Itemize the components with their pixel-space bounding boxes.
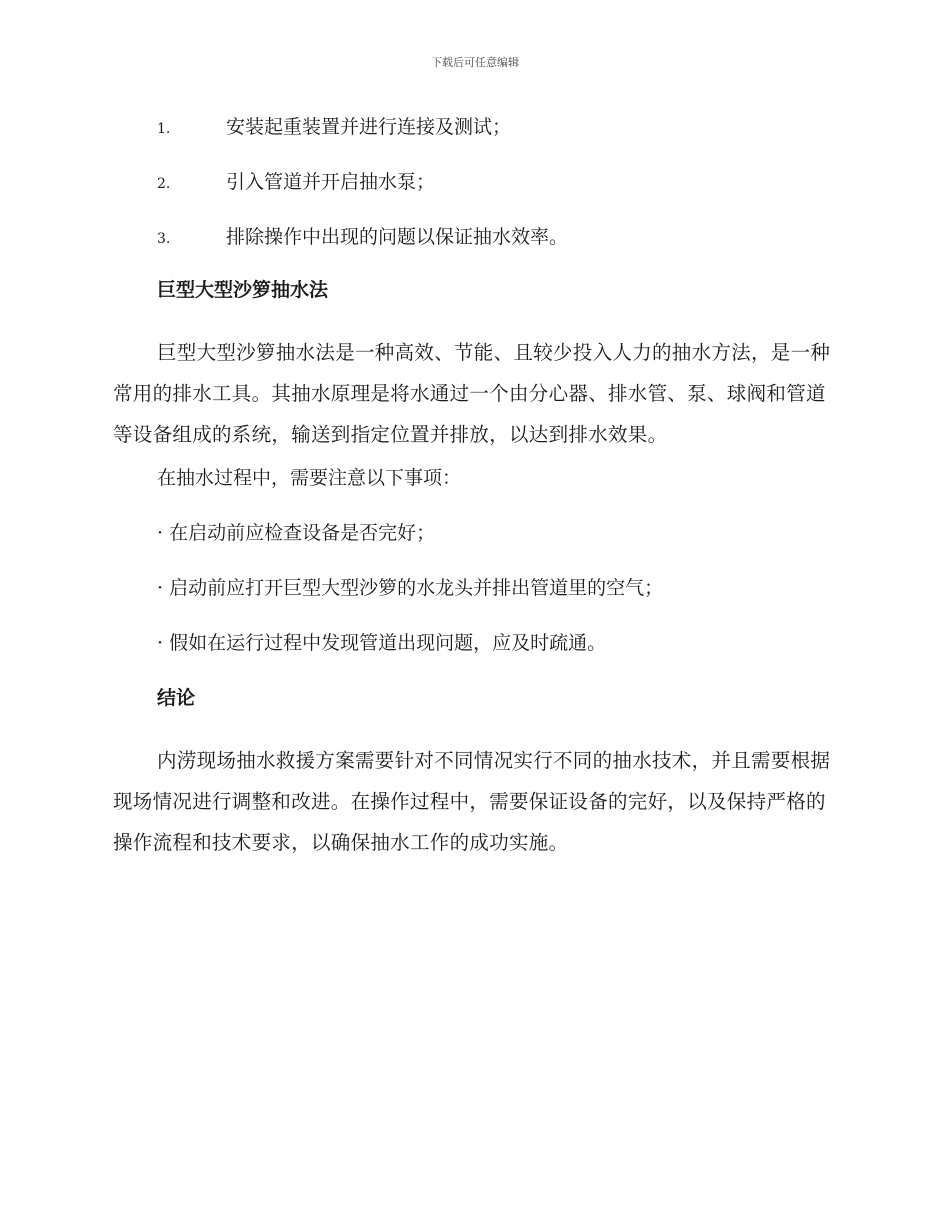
list-text: 排除操作中出现的问题以保证抽水效率。 [226, 226, 569, 248]
list-text: 引入管道并开启抽水泵； [226, 171, 436, 193]
list-text: 安装起重装置并进行连接及测试； [226, 116, 512, 138]
list-number: 1. [157, 121, 171, 137]
list-item [113, 222, 833, 277]
notes-intro: 在抽水过程中，需要注意以下事项： [157, 467, 462, 489]
conclusion-heading: 结论 [157, 687, 196, 709]
section-paragraph: 巨型大型沙箩抽水法是一种高效、节能、且较少投入人力的抽水方法，是一种常用的排水工具。其抽水原理是将水通过一个由分心器、排水管、泵、球阀和管道等设备组成的系统，输送到指定位置并排放，以达到排水效果。 [113, 341, 831, 446]
list-item [113, 112, 833, 167]
section-heading: 巨型大型沙箩抽水法 [157, 279, 329, 301]
list-item [113, 167, 833, 222]
bullet-item: · 在启动前应检查设备是否完好； [157, 522, 436, 544]
bullet-item: · 假如在运行过程中发现管道出现问题，应及时疏通。 [157, 632, 607, 654]
list-number: 3. [157, 231, 171, 247]
bullet-item: · 启动前应打开巨型大型沙箩的水龙头并排出管道里的空气； [157, 577, 664, 599]
page-header: 下载后可任意编辑 [431, 56, 519, 69]
document-body [113, 112, 833, 873]
list-number: 2. [157, 176, 171, 192]
conclusion-paragraph: 内涝现场抽水救援方案需要针对不同情况实行不同的抽水技术，并且需要根据现场情况进行调整和改进。在操作过程中，需要保证设备的完好，以及保持严格的操作流程和技术要求，以确保抽水工作的成功实施。 [113, 749, 831, 854]
